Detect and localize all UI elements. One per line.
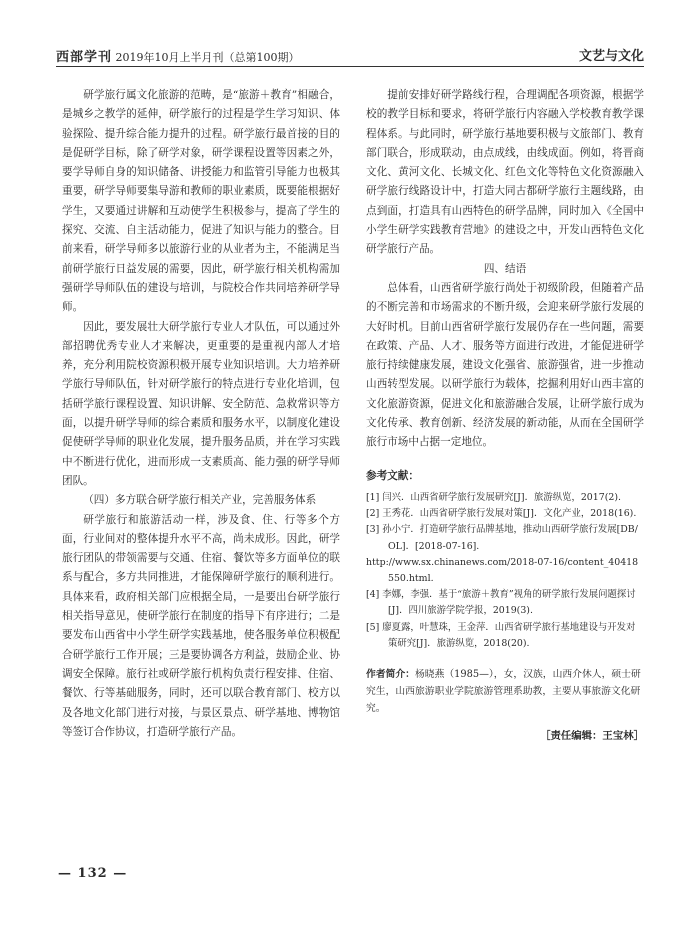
- header-divider: [56, 66, 644, 67]
- paragraph: 提前安排好研学路线行程，合理调配各项资源，根据学校的教学目标和要求，将研学旅行内容融入学校教育教学课程体系。与此同时，研学旅行基地要积极与文旅部门、教育部门联合，形成联动，由点成线，由线成面。例如，将晋商文化、黄河文化、长城文化、红色文化等特色文化资源融入研学旅行线路设计中，打造大同古都研学旅行主题线路，由点到面，打造具有山西特色的研学品牌，同时加入《全国中小学生研学实践教育营地》的建设之中，开发山西特色文化研学旅行产品。: [366, 89, 644, 256]
- reference-url[interactable]: http://www.sx.chinanews.com/2018-07-16/content_40418550.html.: [366, 556, 639, 584]
- author-text: 杨晓燕（1985—），女，汉族，山西介休人，硕士研究生，山西旅游职业学院旅游管理系助教，主要从事旅游文化研究。: [366, 668, 641, 714]
- reference-item: [4] 李娜，李强．基于“旅游＋教育”视角的研学旅行发展问题探讨[J]．四川旅游学院学报，2019(3).: [366, 589, 636, 617]
- author-label: 作者简介：: [366, 668, 415, 680]
- journal-info: [56, 46, 300, 65]
- paragraph: 总体看，山西省研学旅行尚处于初级阶段，但随着产品的不断完善和市场需求的不断升级，会迎来研学旅行发展的大好时机。目前山西省研学旅行发展仍存在一些问题，需要在政策、产品、人才、服务等方面进行改进，才能促进研学旅行持续健康发展，建设文化强省、旅游强省，进一步推动山西转型发展。以研学旅行为载体，挖掘利用好山西丰富的文化旅游资源，促进文化和旅游融合发展，让研学旅行成为文化传承、教育创新、经济发展的新动能，从而在全国研学旅行市场中占据一定地位。: [366, 281, 644, 449]
- reference-item: [5] 廖夏露，叶慧珠，王金萍．山西省研学旅行基地建设与开发对策研究[J]．旅游纵览，2018(20).: [366, 621, 636, 649]
- section-name: 文艺与文化: [578, 49, 644, 64]
- page-number: — 132 —: [58, 866, 128, 881]
- paragraph: 因此，要发展壮大研学旅行专业人才队伍，可以通过外部招聘优秀专业人才来解决，更重要的是重视内部人才培养，充分利用院校资源积极开展专业知识培训。大力培养研学旅行导师队伍，针对研学旅行的特点进行专业化培训，包括研学旅行课程设置、知识讲解、安全防范、急救常识等方面，以提升研学导师的综合素质和服务水平，以制度化建设促使研学导师的职业化发展，提升服务品质，并在学习实践中不断进行优化，进而形成一支素质高、能力强的研学导师团队。: [62, 320, 340, 487]
- editor-credit: ［责任编辑：王宝林］: [540, 729, 644, 742]
- paragraph: 研学旅行和旅游活动一样，涉及食、住、行等多个方面，行业间对的整体提升水平不高，尚未成形。因此，研学旅行团队的带领需要与交通、住宿、餐饮等多方面单位的联系与配合，多方共同推进，才能保障研学旅行的顺利进行。具体来看，政府相关部门应根据全局，一是要出台研学旅行相关指导意见，使研学旅行在制度的指导下有序进行；二是要发布山西省中小学生研学实践基地，使各服务单位积极配合研学旅行工作开展；三是要协调各方利益，鼓励企业、协调安全保障。旅行社或研学旅行机构负责行程安排、住宿、餐饮、行等基础服务，同时，还可以联合教育部门、校方以及各地文化部门进行对接，与景区景点、研学基地、博物馆等签订合作协议，打造研学旅行产品。: [62, 513, 340, 738]
- reference-item: [3] 孙小宁．打造研学旅行品牌基地，推动山西研学旅行发展[DB/OL]．[2018-07-16].: [366, 524, 638, 552]
- reference-item: [1] 闫兴．山西省研学旅行发展研究[J]．旅游纵览，2017(2).: [366, 491, 621, 503]
- section-heading: 四、结语: [483, 262, 527, 275]
- journal-name: 西部学刊: [56, 50, 113, 65]
- subsection-heading: （四）多方联合研学旅行相关产业，完善服务体系: [83, 494, 317, 507]
- references-title: 参考文献：: [366, 469, 419, 482]
- paragraph: 研学旅行属文化旅游的范畴，是“旅游＋教育”相融合，是城乡之教学的延伸，研学旅行的过程是学生学习知识、体验探险、提升综合能力提升的过程。研学旅行最首接的目的是促研学目标，除了研学对象，研学课程设置等因素之外，要学导师自身的知识储备、讲授能力和监管引导能力也极其重要，研学导师要集导游和教师的职业素质，既要能根据好学生，又要通过讲解和互动使学生积极参与，提高了学生的探究、交流、自主活动能力，促进了知识与能力的整合。目前来看，研学导师多以旅游行业的从业者为主，不能满足当前研学旅行日益发展的需要，因此，研学旅行相关机构需加强研学导师队伍的建设与培训，与院校合作共同培养研学导师。: [62, 89, 340, 314]
- left-column: [62, 86, 340, 742]
- issue-info: 2019年10月上半月刊（总第100期）: [115, 51, 300, 64]
- author-bio: [366, 666, 644, 717]
- right-column: [366, 86, 644, 746]
- page-header: [56, 44, 644, 66]
- reference-item: [2] 王秀花．山西省研学旅行发展对策[J]．文化产业，2018(16).: [366, 508, 637, 520]
